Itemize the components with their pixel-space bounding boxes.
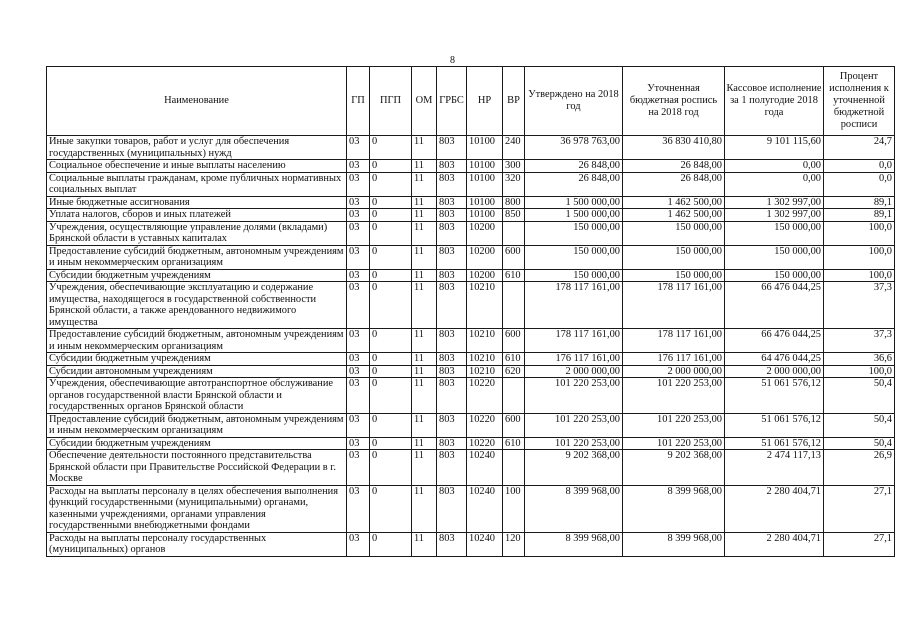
- cell-om: 11: [412, 532, 437, 556]
- cell-percent: 50,4: [824, 413, 895, 437]
- cell-vr: 120: [503, 532, 525, 556]
- table-row: [47, 221, 895, 245]
- cell-vr: 850: [503, 209, 525, 222]
- cell-approved: 2 000 000,00: [525, 365, 623, 378]
- cell-gp: 03: [347, 413, 370, 437]
- cell-approved: 101 220 253,00: [525, 413, 623, 437]
- cell-np: 10100: [467, 196, 503, 209]
- cell-refined: 26 848,00: [623, 172, 725, 196]
- cell-vr: 610: [503, 437, 525, 450]
- cell-cash: 9 101 115,60: [725, 136, 824, 160]
- header-gp: ГП: [347, 67, 370, 136]
- cell-gp: 03: [347, 329, 370, 353]
- cell-name: Субсидии автономным учреждениям: [47, 365, 347, 378]
- cell-vr: 100: [503, 485, 525, 532]
- cell-gp: 03: [347, 365, 370, 378]
- cell-cash: 2 280 404,71: [725, 485, 824, 532]
- cell-pgp: 0: [370, 450, 412, 486]
- cell-approved: 150 000,00: [525, 269, 623, 282]
- cell-approved: 8 399 968,00: [525, 532, 623, 556]
- cell-grbs: 803: [437, 160, 467, 173]
- cell-name: Субсидии бюджетным учреждениям: [47, 269, 347, 282]
- cell-vr: [503, 450, 525, 486]
- cell-percent: 100,0: [824, 365, 895, 378]
- cell-refined: 176 117 161,00: [623, 353, 725, 366]
- cell-np: 10100: [467, 160, 503, 173]
- cell-vr: 610: [503, 353, 525, 366]
- cell-refined: 36 830 410,80: [623, 136, 725, 160]
- cell-percent: 0,0: [824, 160, 895, 173]
- cell-om: 11: [412, 485, 437, 532]
- cell-grbs: 803: [437, 136, 467, 160]
- table-row: [47, 329, 895, 353]
- cell-name: Учреждения, осуществляющие управление долями (вкладами) Брянской области в уставных капиталах: [47, 221, 347, 245]
- cell-cash: 2 280 404,71: [725, 532, 824, 556]
- cell-name: Иные бюджетные ассигнования: [47, 196, 347, 209]
- cell-approved: 1 500 000,00: [525, 196, 623, 209]
- cell-np: 10210: [467, 282, 503, 329]
- cell-cash: 150 000,00: [725, 221, 824, 245]
- cell-vr: 240: [503, 136, 525, 160]
- cell-percent: 89,1: [824, 196, 895, 209]
- cell-vr: 620: [503, 365, 525, 378]
- cell-gp: 03: [347, 485, 370, 532]
- cell-grbs: 803: [437, 413, 467, 437]
- cell-approved: 101 220 253,00: [525, 378, 623, 414]
- cell-approved: 150 000,00: [525, 221, 623, 245]
- cell-grbs: 803: [437, 209, 467, 222]
- cell-om: 11: [412, 160, 437, 173]
- cell-np: 10100: [467, 209, 503, 222]
- cell-pgp: 0: [370, 282, 412, 329]
- cell-refined: 178 117 161,00: [623, 282, 725, 329]
- cell-approved: 36 978 763,00: [525, 136, 623, 160]
- cell-np: 10210: [467, 329, 503, 353]
- cell-pgp: 0: [370, 329, 412, 353]
- cell-om: 11: [412, 209, 437, 222]
- cell-grbs: 803: [437, 365, 467, 378]
- cell-name: Субсидии бюджетным учреждениям: [47, 437, 347, 450]
- cell-om: 11: [412, 245, 437, 269]
- table-row: [47, 532, 895, 556]
- cell-np: 10200: [467, 269, 503, 282]
- cell-om: 11: [412, 136, 437, 160]
- cell-pgp: 0: [370, 365, 412, 378]
- cell-pgp: 0: [370, 269, 412, 282]
- cell-om: 11: [412, 329, 437, 353]
- cell-refined: 1 462 500,00: [623, 209, 725, 222]
- cell-om: 11: [412, 437, 437, 450]
- cell-name: Социальные выплаты гражданам, кроме публичных нормативных социальных выплат: [47, 172, 347, 196]
- table-row: [47, 378, 895, 414]
- cell-percent: 27,1: [824, 532, 895, 556]
- cell-np: 10240: [467, 485, 503, 532]
- header-cash: Кассовое исполнение за 1 полугодие 2018 года: [725, 67, 824, 136]
- table-row: [47, 353, 895, 366]
- cell-om: 11: [412, 378, 437, 414]
- cell-grbs: 803: [437, 269, 467, 282]
- cell-cash: 51 061 576,12: [725, 437, 824, 450]
- cell-vr: 320: [503, 172, 525, 196]
- header-om: ОМ: [412, 67, 437, 136]
- cell-np: 10210: [467, 353, 503, 366]
- cell-approved: 178 117 161,00: [525, 282, 623, 329]
- table-row: [47, 450, 895, 486]
- cell-cash: 0,00: [725, 160, 824, 173]
- cell-om: 11: [412, 353, 437, 366]
- cell-gp: 03: [347, 196, 370, 209]
- cell-grbs: 803: [437, 329, 467, 353]
- cell-cash: 64 476 044,25: [725, 353, 824, 366]
- header-vr: ВР: [503, 67, 525, 136]
- cell-vr: 600: [503, 413, 525, 437]
- cell-percent: 27,1: [824, 485, 895, 532]
- cell-percent: 37,3: [824, 282, 895, 329]
- cell-gp: 03: [347, 160, 370, 173]
- cell-vr: 600: [503, 245, 525, 269]
- cell-pgp: 0: [370, 196, 412, 209]
- budget-execution-table: [46, 66, 895, 557]
- cell-grbs: 803: [437, 437, 467, 450]
- cell-refined: 1 462 500,00: [623, 196, 725, 209]
- cell-name: Учреждения, обеспечивающие эксплуатацию и содержание имущества, находящегося в государственной собственности Брянской области, а также арендованного недвижимого имущества: [47, 282, 347, 329]
- cell-cash: 0,00: [725, 172, 824, 196]
- cell-name: Предоставление субсидий бюджетным, автономным учреждениям и иным некоммерческим организациям: [47, 413, 347, 437]
- cell-gp: 03: [347, 136, 370, 160]
- cell-name: Социальное обеспечение и иные выплаты населению: [47, 160, 347, 173]
- table-row: [47, 160, 895, 173]
- cell-gp: 03: [347, 245, 370, 269]
- cell-om: 11: [412, 413, 437, 437]
- cell-np: 10240: [467, 532, 503, 556]
- cell-grbs: 803: [437, 353, 467, 366]
- cell-grbs: 803: [437, 196, 467, 209]
- header-approved: Утверждено на 2018 год: [525, 67, 623, 136]
- header-np: НР: [467, 67, 503, 136]
- cell-cash: 2 000 000,00: [725, 365, 824, 378]
- cell-name: Расходы на выплаты персоналу государственных (муниципальных) органов: [47, 532, 347, 556]
- cell-cash: 1 302 997,00: [725, 196, 824, 209]
- cell-refined: 8 399 968,00: [623, 532, 725, 556]
- cell-np: 10200: [467, 245, 503, 269]
- cell-pgp: 0: [370, 172, 412, 196]
- table-row: [47, 172, 895, 196]
- cell-np: 10200: [467, 221, 503, 245]
- table-row: [47, 136, 895, 160]
- cell-name: Иные закупки товаров, работ и услуг для обеспечения государственных (муниципальных) нужд: [47, 136, 347, 160]
- cell-pgp: 0: [370, 532, 412, 556]
- cell-np: 10100: [467, 136, 503, 160]
- cell-vr: 600: [503, 329, 525, 353]
- cell-percent: 50,4: [824, 437, 895, 450]
- cell-refined: 178 117 161,00: [623, 329, 725, 353]
- cell-pgp: 0: [370, 437, 412, 450]
- cell-approved: 150 000,00: [525, 245, 623, 269]
- cell-cash: 1 302 997,00: [725, 209, 824, 222]
- cell-vr: [503, 282, 525, 329]
- cell-name: Предоставление субсидий бюджетным, автономным учреждениям и иным некоммерческим организациям: [47, 329, 347, 353]
- cell-grbs: 803: [437, 221, 467, 245]
- cell-grbs: 803: [437, 485, 467, 532]
- cell-approved: 26 848,00: [525, 172, 623, 196]
- cell-refined: 9 202 368,00: [623, 450, 725, 486]
- cell-np: 10240: [467, 450, 503, 486]
- cell-refined: 26 848,00: [623, 160, 725, 173]
- cell-pgp: 0: [370, 378, 412, 414]
- cell-grbs: 803: [437, 378, 467, 414]
- cell-pgp: 0: [370, 485, 412, 532]
- cell-refined: 8 399 968,00: [623, 485, 725, 532]
- cell-pgp: 0: [370, 221, 412, 245]
- cell-gp: 03: [347, 209, 370, 222]
- cell-percent: 0,0: [824, 172, 895, 196]
- cell-name: Предоставление субсидий бюджетным, автономным учреждениям и иным некоммерческим организациям: [47, 245, 347, 269]
- cell-gp: 03: [347, 532, 370, 556]
- cell-pgp: 0: [370, 413, 412, 437]
- cell-vr: [503, 221, 525, 245]
- cell-cash: 51 061 576,12: [725, 378, 824, 414]
- cell-refined: 2 000 000,00: [623, 365, 725, 378]
- table-row: [47, 365, 895, 378]
- cell-grbs: 803: [437, 532, 467, 556]
- header-name: Наименование: [47, 67, 347, 136]
- cell-grbs: 803: [437, 245, 467, 269]
- cell-gp: 03: [347, 378, 370, 414]
- cell-np: 10210: [467, 365, 503, 378]
- cell-gp: 03: [347, 450, 370, 486]
- cell-name: Субсидии бюджетным учреждениям: [47, 353, 347, 366]
- header-grbs: ГРБС: [437, 67, 467, 136]
- table-row: [47, 413, 895, 437]
- cell-pgp: 0: [370, 245, 412, 269]
- page-number: 8: [450, 55, 455, 66]
- cell-np: 10220: [467, 378, 503, 414]
- cell-gp: 03: [347, 269, 370, 282]
- cell-gp: 03: [347, 353, 370, 366]
- cell-cash: 2 474 117,13: [725, 450, 824, 486]
- cell-percent: 100,0: [824, 269, 895, 282]
- cell-om: 11: [412, 196, 437, 209]
- cell-grbs: 803: [437, 450, 467, 486]
- cell-refined: 101 220 253,00: [623, 378, 725, 414]
- cell-name: Расходы на выплаты персоналу в целях обеспечения выполнения функций государственными (муниципальными) органами, казенными учреждениями, органами управления государственными внебюджетными фондами: [47, 485, 347, 532]
- table-row: [47, 282, 895, 329]
- cell-grbs: 803: [437, 282, 467, 329]
- cell-refined: 101 220 253,00: [623, 413, 725, 437]
- table-header-row: [47, 67, 895, 136]
- cell-refined: 150 000,00: [623, 269, 725, 282]
- cell-vr: 800: [503, 196, 525, 209]
- cell-pgp: 0: [370, 136, 412, 160]
- header-percent: Процент исполнения к уточненной бюджетной росписи: [824, 67, 895, 136]
- cell-np: 10220: [467, 437, 503, 450]
- table-row: [47, 209, 895, 222]
- cell-refined: 101 220 253,00: [623, 437, 725, 450]
- cell-om: 11: [412, 282, 437, 329]
- cell-refined: 150 000,00: [623, 221, 725, 245]
- cell-cash: 66 476 044,25: [725, 329, 824, 353]
- cell-om: 11: [412, 172, 437, 196]
- cell-pgp: 0: [370, 160, 412, 173]
- cell-percent: 26,9: [824, 450, 895, 486]
- cell-vr: [503, 378, 525, 414]
- cell-vr: 610: [503, 269, 525, 282]
- cell-percent: 37,3: [824, 329, 895, 353]
- cell-percent: 50,4: [824, 378, 895, 414]
- cell-np: 10220: [467, 413, 503, 437]
- cell-percent: 100,0: [824, 245, 895, 269]
- cell-pgp: 0: [370, 209, 412, 222]
- cell-om: 11: [412, 269, 437, 282]
- cell-cash: 51 061 576,12: [725, 413, 824, 437]
- cell-om: 11: [412, 450, 437, 486]
- cell-approved: 1 500 000,00: [525, 209, 623, 222]
- table-row: [47, 245, 895, 269]
- cell-np: 10100: [467, 172, 503, 196]
- cell-percent: 100,0: [824, 221, 895, 245]
- cell-pgp: 0: [370, 353, 412, 366]
- cell-om: 11: [412, 365, 437, 378]
- cell-approved: 8 399 968,00: [525, 485, 623, 532]
- cell-percent: 36,6: [824, 353, 895, 366]
- cell-gp: 03: [347, 221, 370, 245]
- cell-name: Уплата налогов, сборов и иных платежей: [47, 209, 347, 222]
- cell-approved: 176 117 161,00: [525, 353, 623, 366]
- table-row: [47, 196, 895, 209]
- cell-name: Обеспечение деятельности постоянного представительства Брянской области при Правительстве Российской Федерации в г. Москве: [47, 450, 347, 486]
- header-pgp: ПГП: [370, 67, 412, 136]
- cell-refined: 150 000,00: [623, 245, 725, 269]
- cell-cash: 150 000,00: [725, 245, 824, 269]
- cell-cash: 66 476 044,25: [725, 282, 824, 329]
- cell-gp: 03: [347, 437, 370, 450]
- cell-om: 11: [412, 221, 437, 245]
- cell-cash: 150 000,00: [725, 269, 824, 282]
- cell-gp: 03: [347, 282, 370, 329]
- header-refined: Уточненная бюджетная роспись на 2018 год: [623, 67, 725, 136]
- cell-approved: 26 848,00: [525, 160, 623, 173]
- cell-vr: 300: [503, 160, 525, 173]
- cell-name: Учреждения, обеспечивающие автотранспортное обслуживание органов государственной власти Брянской области и государственных органов Брянской области: [47, 378, 347, 414]
- cell-grbs: 803: [437, 172, 467, 196]
- cell-approved: 178 117 161,00: [525, 329, 623, 353]
- cell-approved: 101 220 253,00: [525, 437, 623, 450]
- table-row: [47, 269, 895, 282]
- cell-percent: 24,7: [824, 136, 895, 160]
- cell-gp: 03: [347, 172, 370, 196]
- cell-percent: 89,1: [824, 209, 895, 222]
- cell-approved: 9 202 368,00: [525, 450, 623, 486]
- table-row: [47, 437, 895, 450]
- table-row: [47, 485, 895, 532]
